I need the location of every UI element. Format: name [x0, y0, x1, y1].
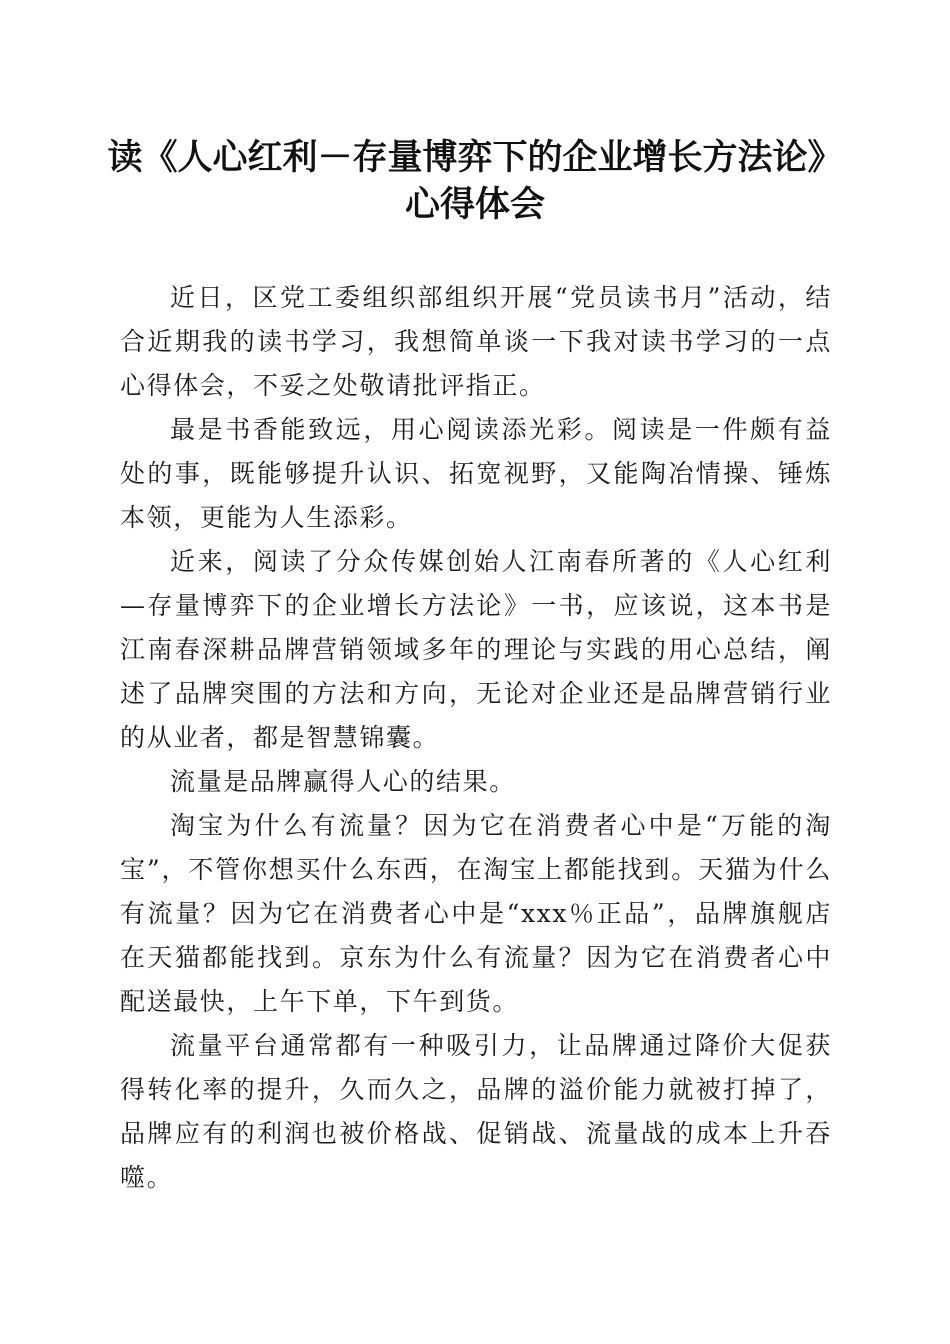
paragraph: 淘宝为什么有流量？因为它在消费者心中是“万能的淘宝”，不管你想买什么东西，在淘宝上都能找到。天猫为什么有流量？因为它在消费者心中是“xxx％正品”，品牌旗舰店在天猫都能找到。京东为什么有流量？因为它在消费者心中配送最快，上午下单，下午到货。 — [120, 811, 832, 1016]
paragraph: 流量平台通常都有一种吸引力，让品牌通过降价大促获得转化率的提升，久而久之，品牌的溢价能力就被打掉了，品牌应有的利润也被价格战、促销战、流量战的成本上升吞噬。 — [120, 1031, 832, 1192]
paragraph: 流量是品牌赢得人心的结果。 — [170, 767, 516, 796]
document-body — [120, 276, 832, 1200]
paragraph: 近来，阅读了分众传媒创始人江南春所著的《人心红利—存量博弈下的企业增长方法论》一书，应该说，这本书是江南春深耕品牌营销领域多年的理论与实践的用心总结，阐述了品牌突围的方法和方向，无论对企业还是品牌营销行业的从业者，都是智慧锦囊。 — [120, 547, 832, 752]
paragraph: 最是书香能致远，用心阅读添光彩。阅读是一件颇有益处的事，既能够提升认识、拓宽视野，又能陶冶情操、锤炼本领，更能为人生添彩。 — [120, 415, 832, 532]
document-title: 读《人心红利－存量博弈下的企业增长方法论》心得体会 — [107, 137, 843, 225]
paragraph: 近日，区党工委组织部组织开展“党员读书月”活动，结合近期我的读书学习，我想简单谈一下我对读书学习的一点心得体会，不妥之处敬请批评指正。 — [120, 283, 832, 400]
